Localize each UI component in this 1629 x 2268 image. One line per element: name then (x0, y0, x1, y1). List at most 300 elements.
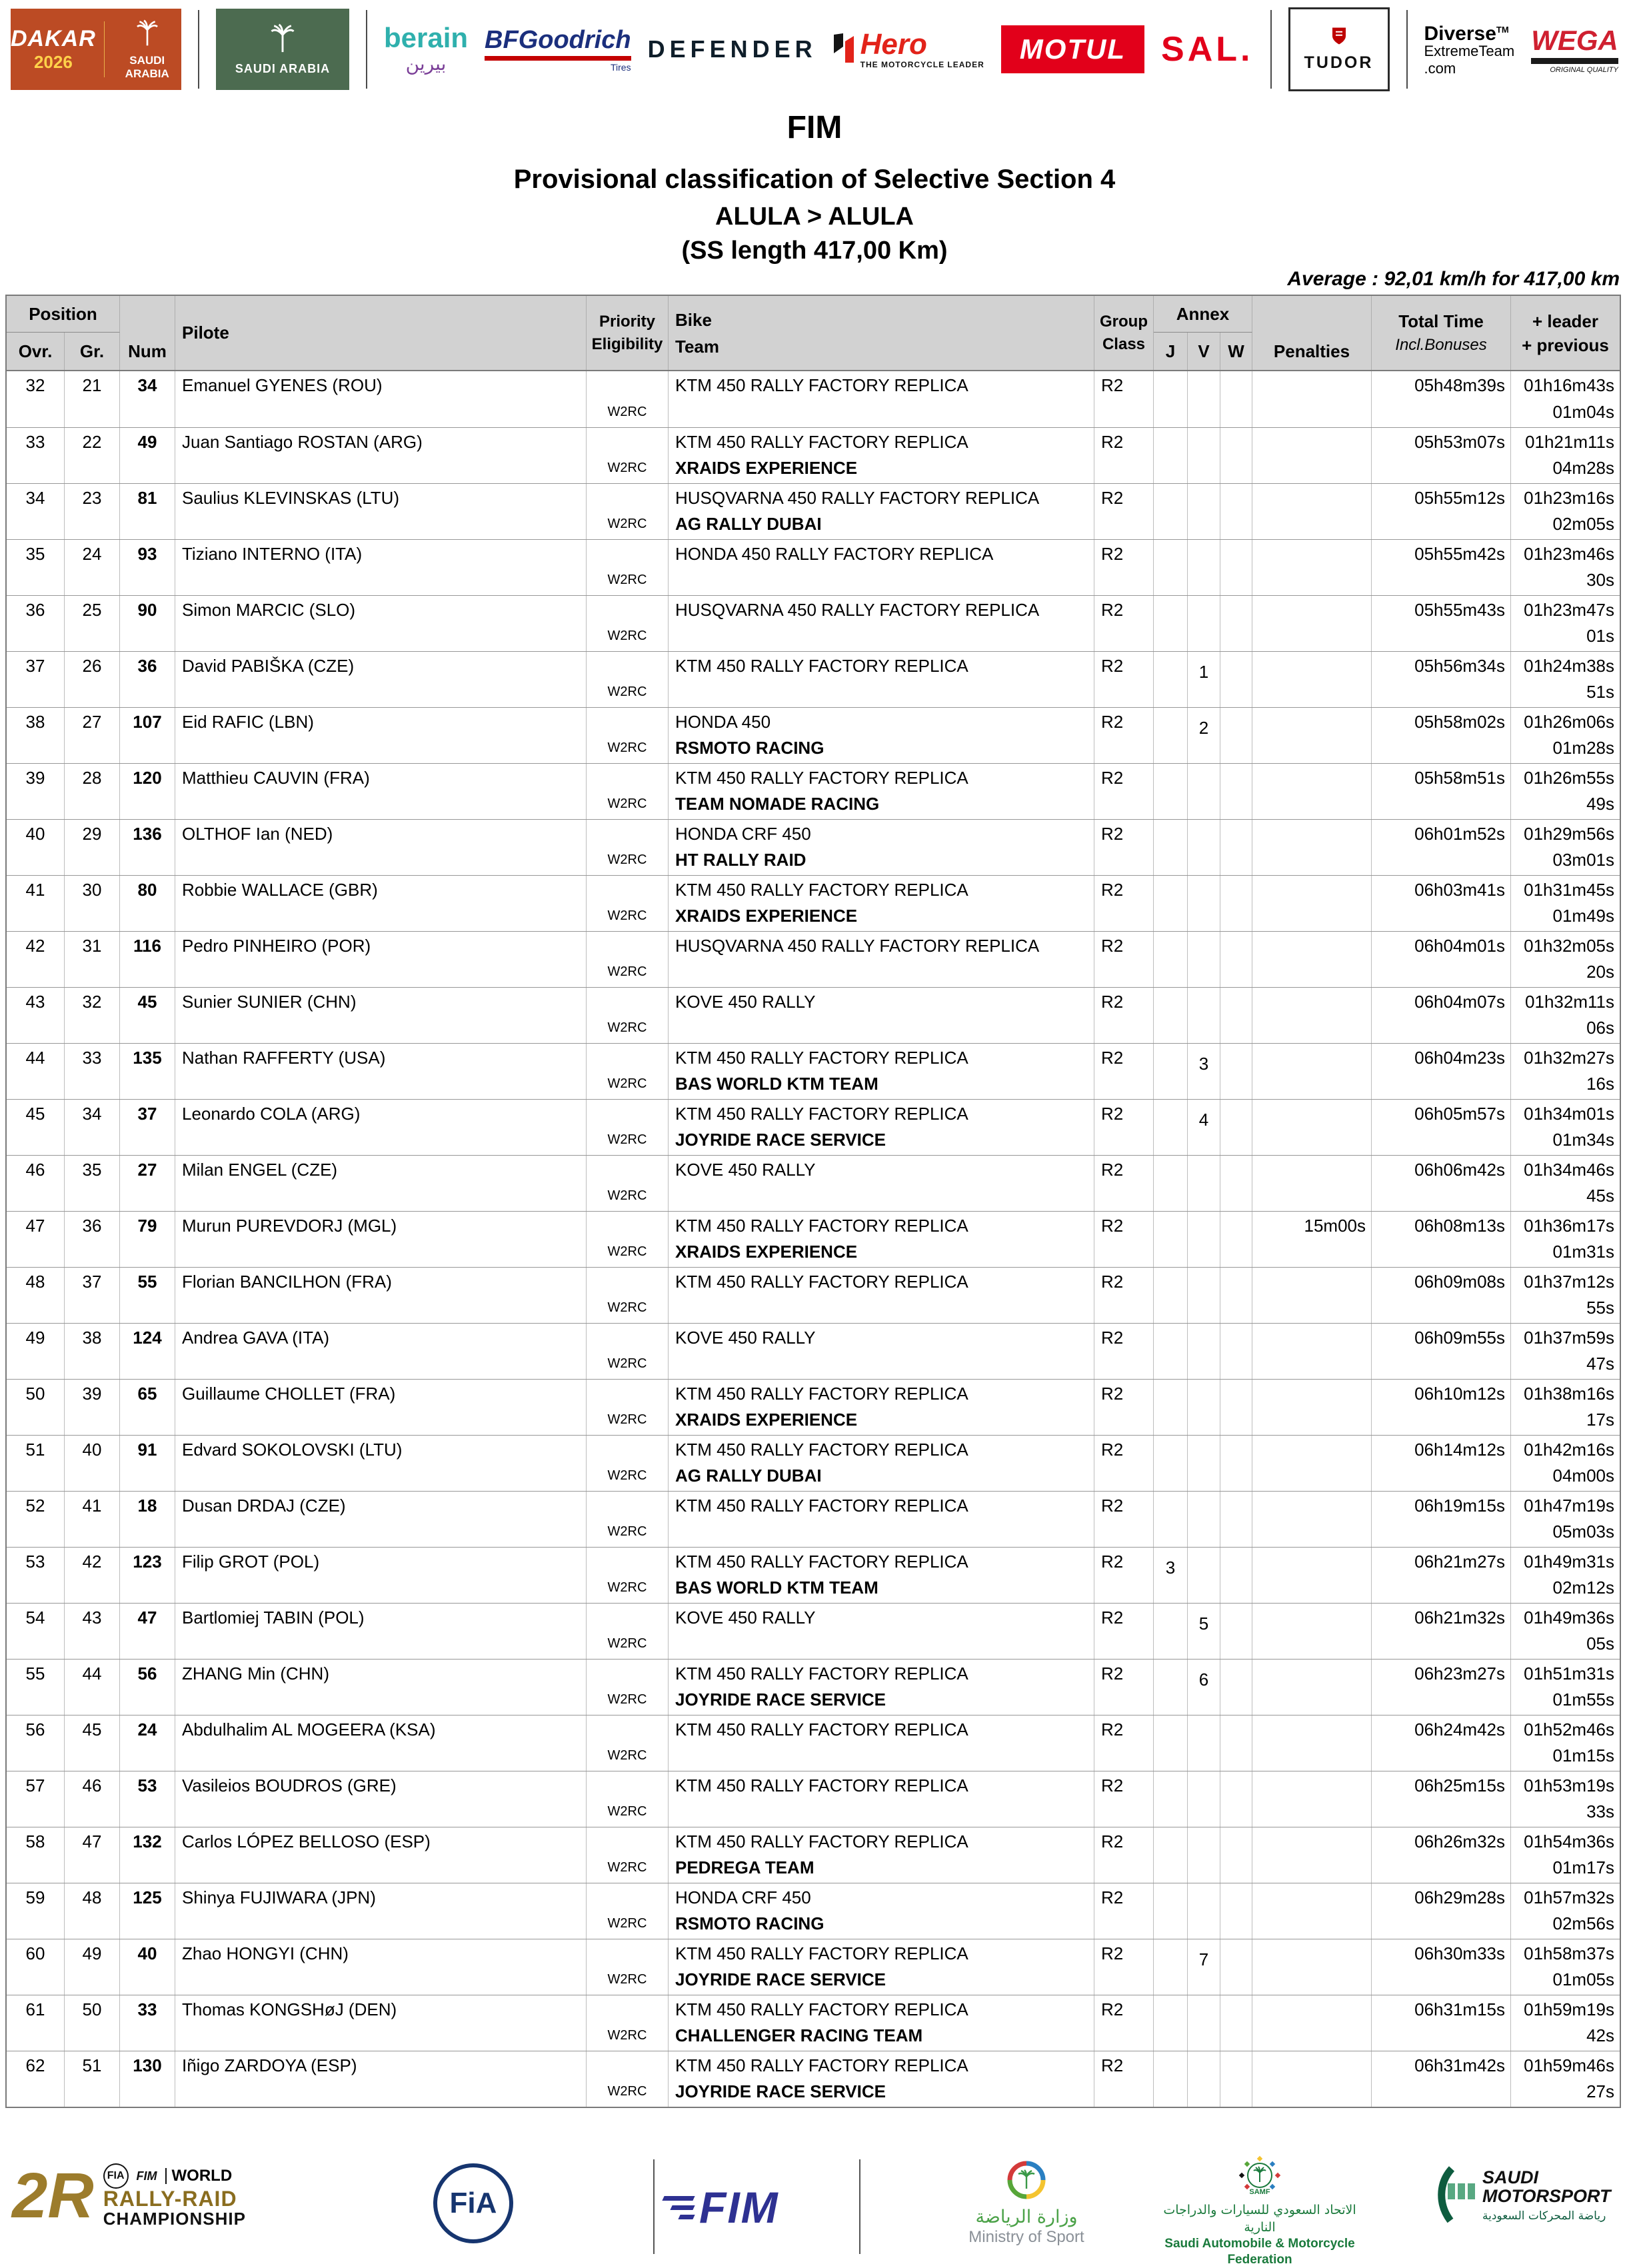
annex-w (1220, 1156, 1252, 1211)
group-position: 41 (65, 1492, 120, 1547)
header-position: Position (7, 296, 120, 333)
bike-and-team: HUSQVARNA 450 RALLY FACTORY REPLICA AG RALLY DUBAI (669, 484, 1094, 539)
gap-to-leader: 01h47m19s 05m03s (1524, 1496, 1614, 1542)
pilot-name: Simon MARCIC (SLO) (175, 596, 587, 651)
group-class: R2 (1094, 1604, 1154, 1659)
group-class: R2 (1094, 1156, 1154, 1211)
annex-j (1154, 988, 1188, 1043)
bike-and-team: KTM 450 RALLY FACTORY REPLICA (669, 1492, 1094, 1547)
annex-w (1220, 1380, 1252, 1435)
gap-to-leader: 01h32m27s 16s (1524, 1048, 1614, 1094)
priority-eligibility: W2RC (587, 1044, 669, 1099)
penalties (1252, 1492, 1372, 1547)
bike-and-team: KOVE 450 RALLY (669, 1324, 1094, 1379)
berain-arabic: بيرين (405, 53, 447, 75)
annex-v (1188, 1156, 1220, 1211)
penalties (1252, 1380, 1372, 1435)
priority-eligibility: W2RC (587, 820, 669, 875)
table-row (7, 1883, 1620, 1939)
bike-and-team: KTM 450 RALLY FACTORY REPLICA (669, 652, 1094, 707)
table-row (7, 595, 1620, 651)
penalties (1252, 428, 1372, 483)
group-position: 40 (65, 1436, 120, 1491)
group-class: R2 (1094, 1771, 1154, 1827)
group-class: R2 (1094, 540, 1154, 595)
priority-eligibility: W2RC (587, 708, 669, 763)
gap-to-leader: 01h37m59s 47s (1524, 1328, 1614, 1374)
annex-j (1154, 2051, 1188, 2107)
rider-number: 90 (120, 596, 175, 651)
priority-eligibility: W2RC (587, 1939, 669, 1995)
penalties (1252, 1939, 1372, 1995)
pilot-name: Robbie WALLACE (GBR) (175, 876, 587, 931)
berain-logo (384, 23, 468, 75)
fim-mini-logo: FIM (136, 2169, 157, 2183)
ss-length: (SS length 417,00 Km) (681, 237, 948, 265)
annex-v (1188, 932, 1220, 987)
motul-logo: MOTUL (1001, 25, 1144, 73)
annex-v (1188, 764, 1220, 819)
gap-to-leader: 01h32m11s 06s (1525, 992, 1614, 1038)
header-gr: Gr. (65, 333, 120, 370)
group-position: 43 (65, 1604, 120, 1659)
penalties (1252, 540, 1372, 595)
annex-j (1154, 1492, 1188, 1547)
annex-w (1220, 1604, 1252, 1659)
group-class: R2 (1094, 1436, 1154, 1491)
table-row (7, 651, 1620, 707)
table-row (7, 1659, 1620, 1715)
priority-eligibility: W2RC (587, 876, 669, 931)
annex-j (1154, 1156, 1188, 1211)
annex-v (1188, 1548, 1220, 1603)
bike-and-team: KTM 450 RALLY FACTORY REPLICA PEDREGA TEAM (669, 1827, 1094, 1883)
svg-text:SAMF: SAMF (1249, 2188, 1270, 2196)
group-class: R2 (1094, 1268, 1154, 1323)
overall-position: 47 (7, 1212, 65, 1267)
group-class: R2 (1094, 1715, 1154, 1771)
pilot-name: Dusan DRDAJ (CZE) (175, 1492, 587, 1547)
average-speed: Average : 92,01 km/h for 417,00 km (1287, 268, 1620, 290)
group-class: R2 (1094, 1939, 1154, 1995)
penalties (1252, 2051, 1372, 2107)
overall-position: 54 (7, 1604, 65, 1659)
priority-eligibility: W2RC (587, 1380, 669, 1435)
penalties (1252, 1771, 1372, 1827)
annex-v (1188, 2051, 1220, 2107)
penalties (1252, 988, 1372, 1043)
group-class: R2 (1094, 932, 1154, 987)
overall-position: 45 (7, 1100, 65, 1155)
gap-to-leader: 01h49m31s 02m12s (1524, 1552, 1614, 1598)
priority-eligibility: W2RC (587, 1100, 669, 1155)
logo-separator (198, 10, 199, 89)
overall-position: 33 (7, 428, 65, 483)
priority-eligibility: W2RC (587, 1715, 669, 1771)
penalties: 15m00s (1252, 1212, 1372, 1267)
priority-eligibility: W2RC (587, 1995, 669, 2051)
annex-j (1154, 1939, 1188, 1995)
annex-w (1220, 1995, 1252, 2051)
group-position: 36 (65, 1212, 120, 1267)
annex-j (1154, 1715, 1188, 1771)
ministry-english: Ministry of Sport (968, 2228, 1084, 2246)
hero-logo (834, 29, 984, 69)
group-class: R2 (1094, 1548, 1154, 1603)
annex-w (1220, 2051, 1252, 2107)
samf-arabic: الاتحاد السعودي للسيارات والدراجات النارية (1163, 2203, 1356, 2235)
annex-v: 4 (1188, 1100, 1220, 1155)
bike-and-team: KTM 450 RALLY FACTORY REPLICA (669, 1771, 1094, 1827)
total-time: 06h25m15s (1372, 1771, 1511, 1827)
divider-bar (165, 2168, 167, 2184)
group-position: 38 (65, 1324, 120, 1379)
priority-eligibility: W2RC (587, 1324, 669, 1379)
group-position: 31 (65, 932, 120, 987)
rider-number: 130 (120, 2051, 175, 2107)
overall-position: 46 (7, 1156, 65, 1211)
fim-logo (663, 2182, 779, 2233)
rider-number: 124 (120, 1324, 175, 1379)
total-time: 05h58m02s (1372, 708, 1511, 763)
penalties (1252, 820, 1372, 875)
annex-w (1220, 1212, 1252, 1267)
pilot-name: Abdulhalim AL MOGEERA (KSA) (175, 1715, 587, 1771)
bike-and-team: HONDA 450 RSMOTO RACING (669, 708, 1094, 763)
rider-number: 49 (120, 428, 175, 483)
penalties (1252, 1044, 1372, 1099)
gap-to-leader: 01h34m46s 45s (1524, 1160, 1614, 1206)
table-row (7, 483, 1620, 539)
gap-to-leader: 01h23m46s 30s (1524, 544, 1614, 590)
saudi-motorsport-line2: MOTORSPORT (1482, 2185, 1611, 2206)
w2rc-world: WORLD (171, 2167, 233, 2185)
bike-and-team: KTM 450 RALLY FACTORY REPLICA XRAIDS EXPERIENCE (669, 428, 1094, 483)
bfgoodrich-sub: Tires (611, 62, 631, 73)
annex-j (1154, 540, 1188, 595)
gap-to-leader: 01h51m31s 01m55s (1524, 1664, 1614, 1709)
gap-to-leader: 01h26m06s 01m28s (1524, 712, 1614, 758)
total-time: 05h58m51s (1372, 764, 1511, 819)
rider-number: 65 (120, 1380, 175, 1435)
annex-v (1188, 484, 1220, 539)
rider-number: 55 (120, 1268, 175, 1323)
overall-position: 62 (7, 2051, 65, 2107)
w2rc-championship: CHAMPIONSHIP (103, 2209, 246, 2229)
rider-number: 34 (120, 371, 175, 427)
total-time: 06h26m32s (1372, 1827, 1511, 1883)
group-position: 49 (65, 1939, 120, 1995)
footer-separator (653, 2159, 655, 2254)
total-time: 06h04m07s (1372, 988, 1511, 1043)
group-position: 21 (65, 371, 120, 427)
bike-and-team: KTM 450 RALLY FACTORY REPLICA JOYRIDE RACE SERVICE (669, 1939, 1094, 1995)
rider-number: 53 (120, 1771, 175, 1827)
annex-v: 5 (1188, 1604, 1220, 1659)
priority-eligibility: W2RC (587, 1156, 669, 1211)
pilot-name: OLTHOF Ian (NED) (175, 820, 587, 875)
total-time: 05h56m34s (1372, 652, 1511, 707)
total-time: 05h55m42s (1372, 540, 1511, 595)
header-gap: + leader + previous (1522, 311, 1609, 355)
logo-separator (1406, 10, 1408, 89)
annex-j (1154, 1268, 1188, 1323)
annex-w (1220, 1939, 1252, 1995)
priority-eligibility: W2RC (587, 1827, 669, 1883)
bike-and-team: KTM 450 RALLY FACTORY REPLICA BAS WORLD KTM TEAM (669, 1548, 1094, 1603)
total-time: 06h01m52s (1372, 820, 1511, 875)
annex-v (1188, 1995, 1220, 2051)
pilot-name: Guillaume CHOLLET (FRA) (175, 1380, 587, 1435)
overall-position: 41 (7, 876, 65, 931)
total-time: 06h08m13s (1372, 1212, 1511, 1267)
annex-v (1188, 1771, 1220, 1827)
annex-j (1154, 1771, 1188, 1827)
total-time: 06h09m08s (1372, 1268, 1511, 1323)
rider-number: 37 (120, 1100, 175, 1155)
priority-eligibility: W2RC (587, 652, 669, 707)
annex-j (1154, 1660, 1188, 1715)
pilot-name: Emanuel GYENES (ROU) (175, 371, 587, 427)
bike-and-team: HUSQVARNA 450 RALLY FACTORY REPLICA (669, 932, 1094, 987)
priority-eligibility: W2RC (587, 1883, 669, 1939)
rider-number: 80 (120, 876, 175, 931)
penalties (1252, 764, 1372, 819)
total-time: 06h23m27s (1372, 1660, 1511, 1715)
bike-and-team: HUSQVARNA 450 RALLY FACTORY REPLICA (669, 596, 1094, 651)
penalties (1252, 371, 1372, 427)
samf-logo (1146, 2155, 1373, 2268)
fia-logo: FiA (433, 2163, 513, 2243)
group-position: 50 (65, 1995, 120, 2051)
rider-number: 45 (120, 988, 175, 1043)
bike-and-team: KTM 450 RALLY FACTORY REPLICA (669, 1715, 1094, 1771)
group-position: 24 (65, 540, 120, 595)
gap-to-leader: 01h23m16s 02m05s (1524, 488, 1614, 534)
annex-j (1154, 1324, 1188, 1379)
total-time: 06h09m55s (1372, 1324, 1511, 1379)
overall-position: 53 (7, 1548, 65, 1603)
total-time: 06h03m41s (1372, 876, 1511, 931)
annex-w (1220, 1548, 1252, 1603)
table-row (7, 987, 1620, 1043)
overall-position: 44 (7, 1044, 65, 1099)
rider-number: 116 (120, 932, 175, 987)
pilot-name: Pedro PINHEIRO (POR) (175, 932, 587, 987)
annex-j (1154, 1827, 1188, 1883)
saudi-motorsport-line1: SAUDI (1482, 2167, 1539, 2187)
ministry-flower-icon (1004, 2193, 1048, 2205)
overall-position: 34 (7, 484, 65, 539)
pilot-name: Shinya FUJIWARA (JPN) (175, 1883, 587, 1939)
priority-eligibility: W2RC (587, 932, 669, 987)
header-group-class: Group Class (1094, 296, 1154, 370)
sponsor-logo-strip (0, 0, 1629, 93)
defender-logo: DEFENDER (647, 35, 817, 63)
annex-v (1188, 596, 1220, 651)
annex-v (1188, 1212, 1220, 1267)
saudi-arabia-logo (216, 9, 349, 90)
group-class: R2 (1094, 1324, 1154, 1379)
table-row (7, 1491, 1620, 1547)
bike-and-team: KTM 450 RALLY FACTORY REPLICA JOYRIDE RACE SERVICE (669, 1660, 1094, 1715)
overall-position: 58 (7, 1827, 65, 1883)
pilot-name: Andrea GAVA (ITA) (175, 1324, 587, 1379)
penalties (1252, 1268, 1372, 1323)
group-class: R2 (1094, 484, 1154, 539)
annex-v (1188, 428, 1220, 483)
gap-to-leader: 01h52m46s 01m15s (1524, 1719, 1614, 1765)
pilot-name: Nathan RAFFERTY (USA) (175, 1044, 587, 1099)
priority-eligibility: W2RC (587, 2051, 669, 2107)
fim-wordmark: FIM (699, 2183, 779, 2232)
gap-to-leader: 01h53m19s 33s (1524, 1775, 1614, 1821)
rider-number: 123 (120, 1548, 175, 1603)
header-ovr: Ovr. (7, 333, 65, 370)
annex-w (1220, 1324, 1252, 1379)
pilot-name: Juan Santiago ROSTAN (ARG) (175, 428, 587, 483)
gap-to-leader: 01h54m36s 01m17s (1524, 1831, 1614, 1877)
bike-and-team: KTM 450 RALLY FACTORY REPLICA BAS WORLD KTM TEAM (669, 1044, 1094, 1099)
annex-v (1188, 1883, 1220, 1939)
annex-v (1188, 1715, 1220, 1771)
overall-position: 39 (7, 764, 65, 819)
pilot-name: Filip GROT (POL) (175, 1548, 587, 1603)
bike-and-team: KTM 450 RALLY FACTORY REPLICA TEAM NOMADE RACING (669, 764, 1094, 819)
w2rc-championship-logo (12, 2160, 246, 2231)
pilot-name: Matthieu CAUVIN (FRA) (175, 764, 587, 819)
annex-j (1154, 876, 1188, 931)
samf-emblem-icon (1238, 2189, 1281, 2201)
priority-eligibility: W2RC (587, 988, 669, 1043)
pilot-name: Murun PUREVDORJ (MGL) (175, 1212, 587, 1267)
gap-to-leader: 01h31m45s 01m49s (1524, 880, 1614, 926)
rider-number: 40 (120, 1939, 175, 1995)
annex-j (1154, 932, 1188, 987)
gap-to-leader: 01h34m01s 01m34s (1524, 1104, 1614, 1150)
bike-and-team: KOVE 450 RALLY (669, 988, 1094, 1043)
berain-latin: berain (384, 22, 469, 53)
overall-position: 52 (7, 1492, 65, 1547)
penalties (1252, 1883, 1372, 1939)
annex-v (1188, 540, 1220, 595)
pilot-name: Thomas KONGSHøJ (DEN) (175, 1995, 587, 2051)
gap-to-leader: 01h57m32s 02m56s (1524, 1887, 1614, 1933)
pilot-name: Carlos LÓPEZ BELLOSO (ESP) (175, 1827, 587, 1883)
annex-w (1220, 1268, 1252, 1323)
bfgoodrich-wordmark: BFGoodrich (485, 26, 631, 61)
annex-v (1188, 876, 1220, 931)
document-title: Provisional classification of Selective Section 4 (513, 165, 1116, 194)
table-row (7, 1099, 1620, 1155)
group-position: 29 (65, 820, 120, 875)
group-position: 39 (65, 1380, 120, 1435)
table-header (7, 296, 1620, 371)
group-position: 25 (65, 596, 120, 651)
overall-position: 49 (7, 1324, 65, 1379)
group-class: R2 (1094, 1660, 1154, 1715)
rider-number: 120 (120, 764, 175, 819)
pilot-name: Iñigo ZARDOYA (ESP) (175, 2051, 587, 2107)
bike-and-team: KOVE 450 RALLY (669, 1156, 1094, 1211)
organisation-title: FIM (787, 110, 842, 145)
bike-and-team: KOVE 450 RALLY (669, 1604, 1094, 1659)
table-row (7, 1043, 1620, 1099)
gap-to-leader: 01h16m43s 01m04s (1524, 375, 1614, 422)
gap-to-leader: 01h58m37s 01m05s (1524, 1943, 1614, 1989)
annex-v: 2 (1188, 708, 1220, 763)
table-body (7, 371, 1620, 2107)
gap-to-leader: 01h59m19s 42s (1524, 1999, 1614, 2045)
overall-position: 59 (7, 1883, 65, 1939)
rider-number: 125 (120, 1883, 175, 1939)
footer-separator (859, 2159, 860, 2254)
overall-position: 55 (7, 1660, 65, 1715)
bike-and-team: HONDA 450 RALLY FACTORY REPLICA (669, 540, 1094, 595)
priority-eligibility: W2RC (587, 428, 669, 483)
tm-mark: TM (1496, 25, 1509, 35)
bike-and-team: KTM 450 RALLY FACTORY REPLICA AG RALLY DUBAI (669, 1436, 1094, 1491)
penalties (1252, 876, 1372, 931)
annex-j (1154, 484, 1188, 539)
table-row (7, 1995, 1620, 2051)
classification-table (5, 295, 1621, 2108)
total-time: 06h04m23s (1372, 1044, 1511, 1099)
table-row (7, 1715, 1620, 1771)
dakar-divider (104, 21, 105, 77)
pilot-name: Eid RAFIC (LBN) (175, 708, 587, 763)
gap-to-leader: 01h37m12s 55s (1524, 1272, 1614, 1318)
diverse-line2: ExtremeTeam (1424, 43, 1515, 59)
group-class: R2 (1094, 428, 1154, 483)
table-row (7, 1435, 1620, 1491)
gap-to-leader: 01h26m55s 49s (1524, 768, 1614, 814)
rider-number: 79 (120, 1212, 175, 1267)
gap-to-leader: 01h42m16s 04m00s (1524, 1440, 1614, 1486)
rider-number: 56 (120, 1660, 175, 1715)
footer-logo-strip (0, 2154, 1629, 2267)
annex-j (1154, 708, 1188, 763)
group-position: 27 (65, 708, 120, 763)
group-class: R2 (1094, 820, 1154, 875)
header-priority-eligibility: Priority Eligibility (587, 296, 669, 370)
table-row (7, 1267, 1620, 1323)
annex-j (1154, 764, 1188, 819)
table-row (7, 1827, 1620, 1883)
total-time: 06h31m15s (1372, 1995, 1511, 2051)
total-time: 05h55m43s (1372, 596, 1511, 651)
priority-eligibility: W2RC (587, 1660, 669, 1715)
annex-v (1188, 1436, 1220, 1491)
annex-j (1154, 1995, 1188, 2051)
group-position: 35 (65, 1156, 120, 1211)
w2rc-top-line (103, 2163, 246, 2189)
rider-number: 24 (120, 1715, 175, 1771)
penalties (1252, 484, 1372, 539)
annex-v (1188, 1827, 1220, 1883)
annex-w (1220, 932, 1252, 987)
pilot-name: David PABIŠKA (CZE) (175, 652, 587, 707)
overall-position: 60 (7, 1939, 65, 1995)
annex-w (1220, 484, 1252, 539)
total-time: 06h06m42s (1372, 1156, 1511, 1211)
wega-sub: ORIGINAL QUALITY (1550, 66, 1618, 74)
annex-v: 1 (1188, 652, 1220, 707)
table-row (7, 1379, 1620, 1435)
rider-number: 132 (120, 1827, 175, 1883)
overall-position: 57 (7, 1771, 65, 1827)
header-annex-v: V (1188, 333, 1220, 370)
